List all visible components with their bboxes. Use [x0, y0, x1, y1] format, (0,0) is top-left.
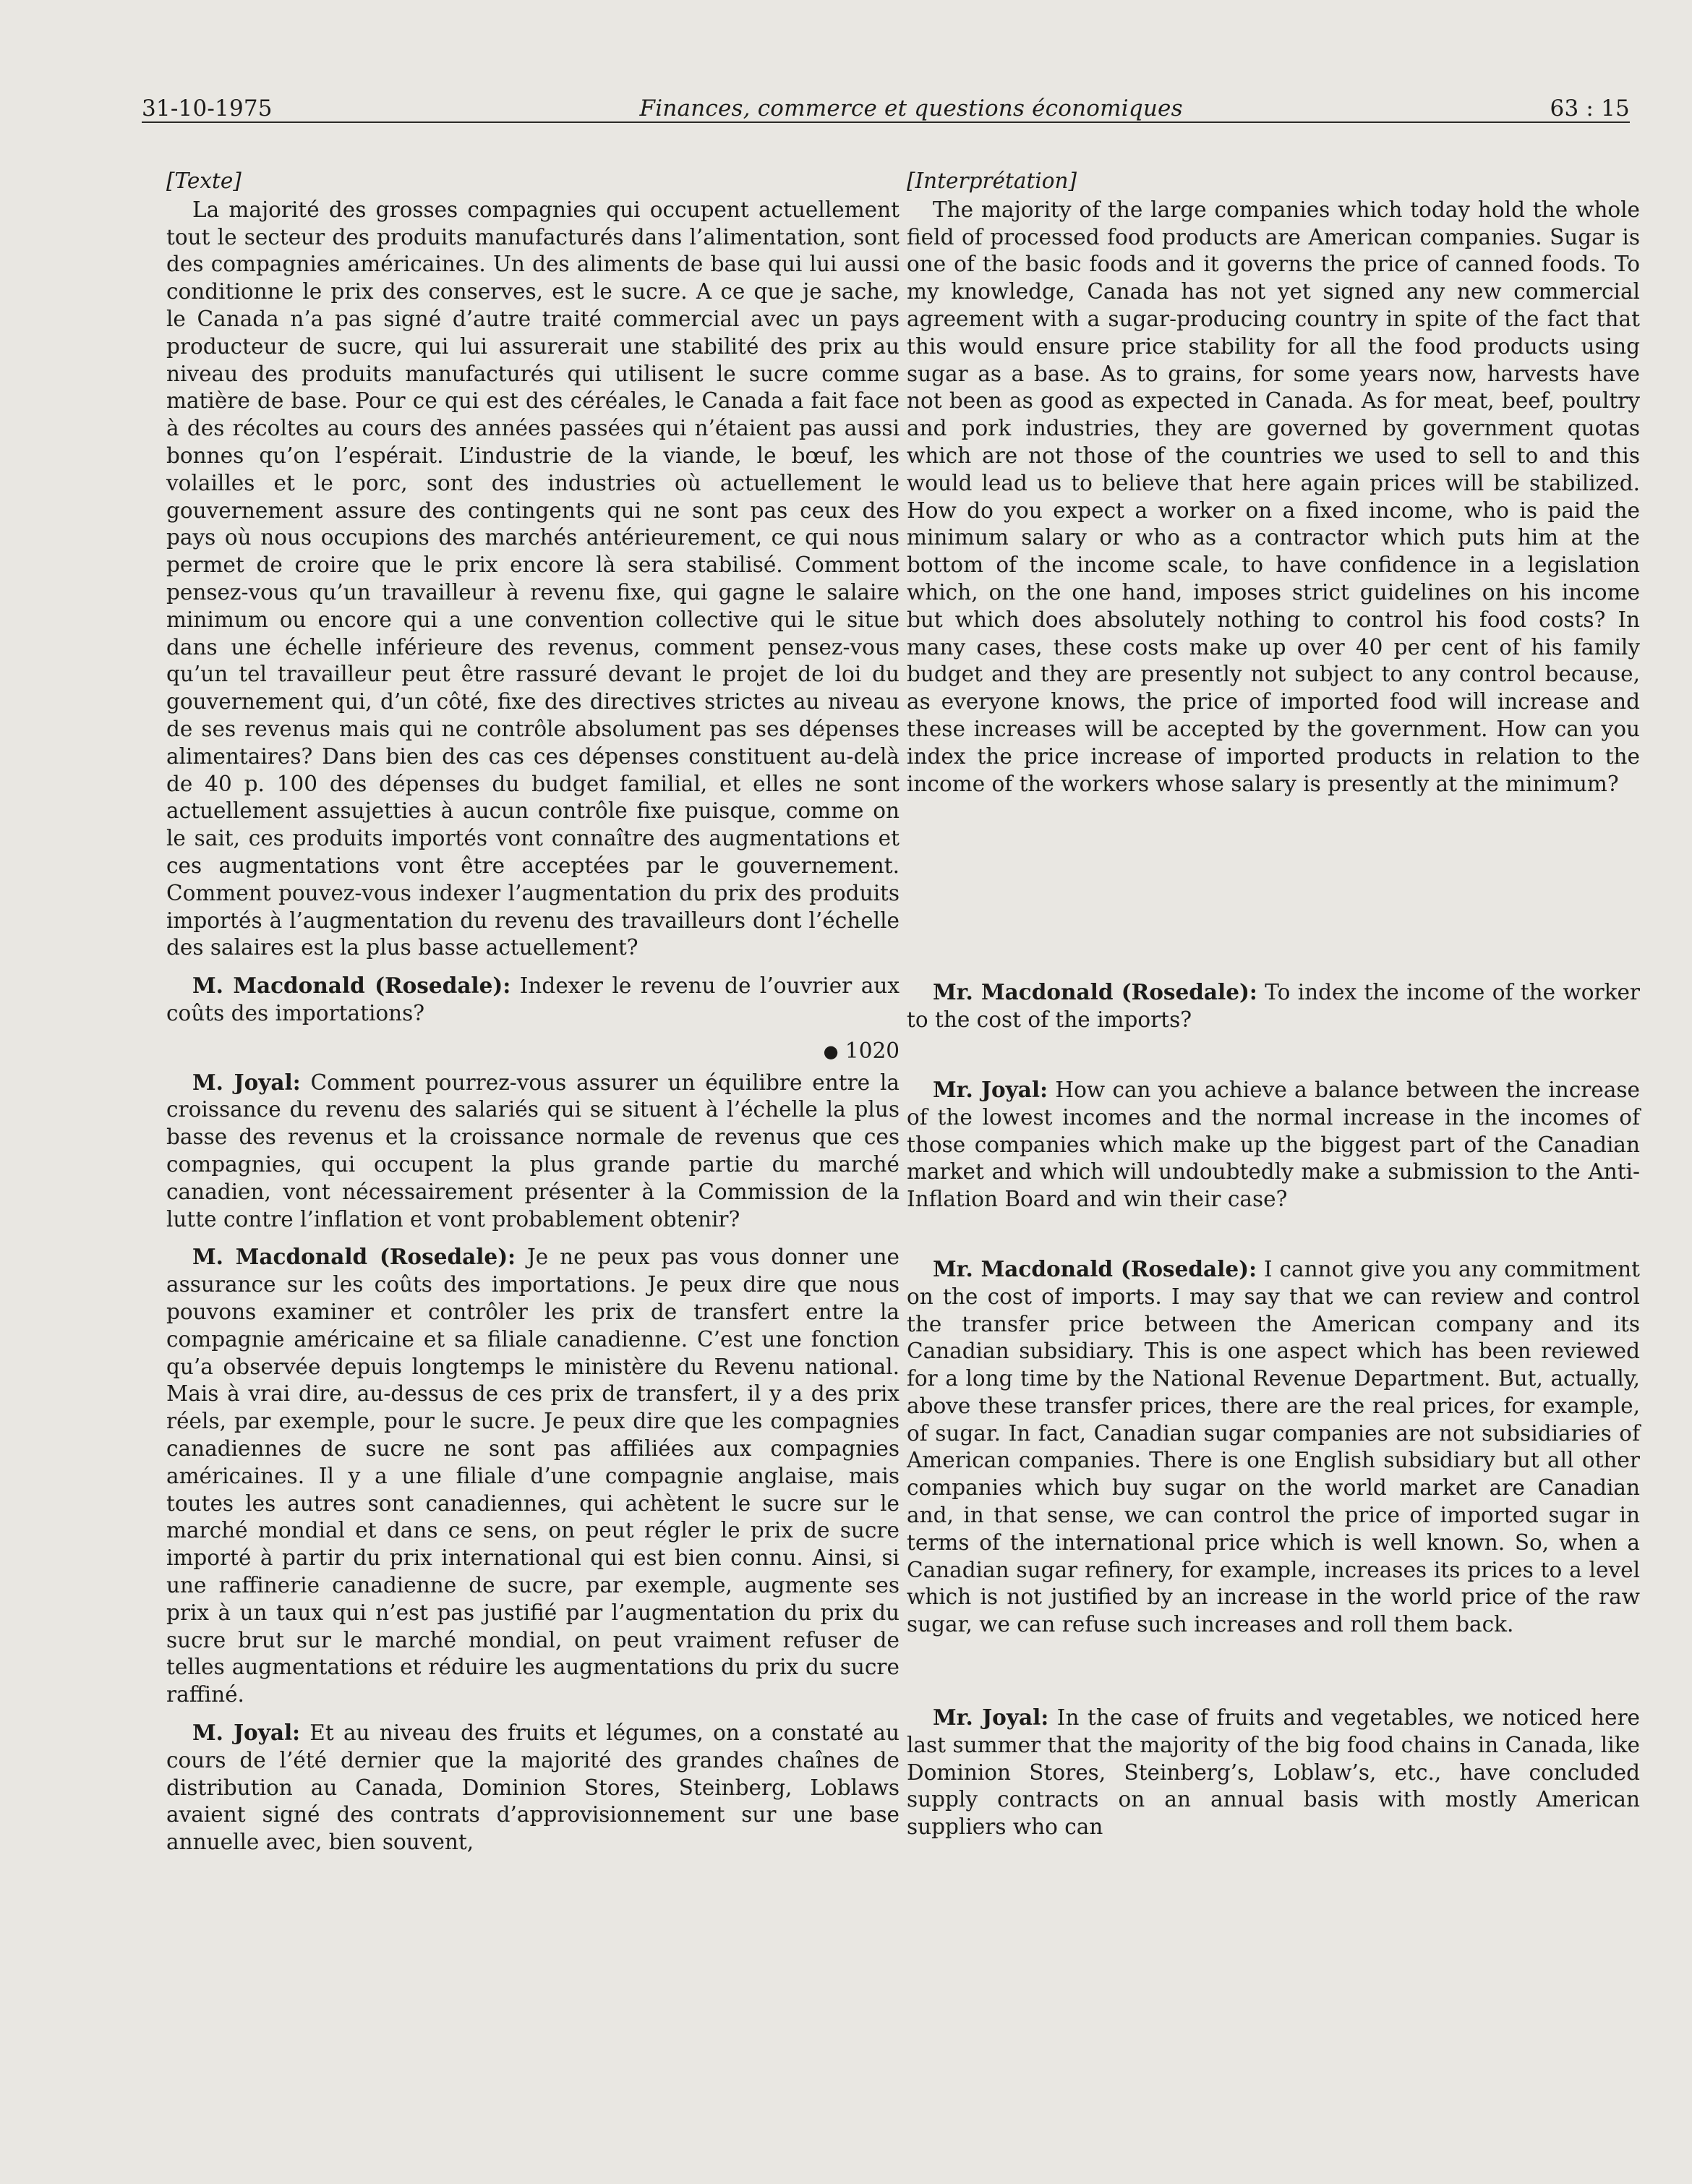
french-paragraph-5: [166, 1719, 900, 1856]
speech-text: How can you achieve a balance between the increase of the lowest incomes and the normal increase in the incomes of those companies which make up the biggest part of the Canadian market and which will undoubtedly make a submission to the Anti-Inflation Board and win their case?: [907, 1077, 1641, 1212]
speech-text: Comment pourrez-vous assurer un équilibre entre la croissance du revenu des salariés qui se situent à l’échelle la plus basse des revenus et la croissance normale de revenus que ces compagnies, qui occupent la plus grande partie du marché canadien, vont nécessairement présenter à la Commission de la lutte contre l’inflation et vont probablement obtenir?: [166, 1070, 900, 1232]
speaker-name: M. Joyal:: [192, 1719, 301, 1745]
bullet-icon: ●: [823, 1041, 839, 1062]
french-paragraph-3: [166, 1069, 900, 1234]
french-column: [166, 168, 900, 1867]
french-paragraph-4: [166, 1243, 900, 1709]
english-paragraph-3: [907, 1076, 1640, 1213]
speaker-name: Mr. Joyal:: [933, 1705, 1049, 1731]
english-paragraph-5: [907, 1704, 1640, 1841]
header-title: Finances, commerce et questions économiques: [639, 95, 1183, 121]
time-value: 1020: [845, 1038, 900, 1063]
speaker-name: Mr. Joyal:: [933, 1076, 1048, 1102]
header-rule: [142, 121, 1630, 123]
speech-text: To index the income of the worker to the cost of the imports?: [907, 980, 1641, 1033]
speaker-name: Mr. Macdonald (Rosedale):: [933, 1255, 1257, 1281]
english-paragraph-2: [907, 978, 1640, 1034]
speaker-name: Mr. Macdonald (Rosedale):: [933, 979, 1257, 1005]
english-label: [Interprétation]: [907, 169, 1077, 193]
speaker-name: M. Macdonald (Rosedale):: [192, 973, 511, 999]
speech-text: I cannot give you any commitment on the cost of imports. I may say that we can review and control the transfer price between the American company and its Canadian subsidiary. This is one aspect which has been reviewed for a long time by the National Revenue Department. But, actually, above these transfer prices, there are the real prices, for example, of sugar. In fact, Canadian sugar companies are not subsidiaries of American companies. There is one English subsidiary but all other companies which buy sugar on the world market are Canadian and, in that sense, we can control the price of imported sugar in terms of the international price which is well known. So, when a Canadian sugar refinery, for example, increases its prices to a level which is not justified by an increase in the world price of the raw sugar, we can refuse such increases and roll them back.: [907, 1256, 1640, 1637]
speaker-name: M. Macdonald (Rosedale):: [192, 1244, 516, 1270]
speech-text: Et au niveau des fruits et légumes, on a constaté au cours de l’été dernier que la majorité des grandes chaînes de distribution au Canada, Dominion Stores, Steinberg, Loblaws avaient signé des contrats d’approvisionnement sur une base annuelle avec, bien souvent,: [166, 1720, 900, 1855]
time-marker: [166, 1038, 900, 1066]
english-paragraph-4: [907, 1255, 1640, 1639]
english-paragraph-1: The majority of the large companies which today hold the whole field of processed food products are American companies. Sugar is one of the basic foods and it governs the price of canned foods. To my knowledge, Canada has not yet signed any new commercial agreement with a sugar-producing country in spite of the fact that this would ensure price stability for all the food products using sugar as a base. As to grains, for some years now, harvests have not been as good as expected in Canada. As for meat, beef, poultry and pork industries, they are governed by government quotas which are not those of the countries we used to sell to and this would lead us to believe that here again prices will be stabilized. How do you expect a worker on a fixed income, who is paid the minimum salary or who as a contractor which puts him at the bottom of the income scale, to have confidence in a legislation which, on the one hand, imposes strict guidelines on his income but which does absolutely nothing to control his food costs? In many cases, these costs make up over 40 per cent of his family budget and they are presently not subject to any control because, as everyone knows, the price of imported food will increase and these increases will be accepted by the government. How can you index the price increase of imported products in relation to the income of the workers whose salary is presently at the minimum?: [907, 197, 1640, 796]
speaker-name: M. Joyal:: [192, 1069, 301, 1095]
header-page-number: 63 : 15: [1550, 95, 1630, 121]
header-date: 31-10-1975: [142, 95, 273, 121]
french-paragraph-2: [166, 972, 900, 1028]
speech-text: Je ne peux pas vous donner une assurance sur les coûts des importations. Je peux dire que nous pouvons examiner et contrôler les prix de transfert entre la compagnie américaine et sa filiale canadienne. C’est une fonction qu’a observée depuis longtemps le ministère du Revenu national. Mais à vrai dire, au-dessus de ces prix de transfert, il y a des prix réels, par exemple, pour le sucre. Je peux dire que les compagnies canadiennes de sucre ne sont pas affiliées aux compagnies américaines. Il y a une filiale d’une compagnie anglaise, mais toutes les autres sont canadiennes, qui achètent le sucre sur le marché mondial et dans ce sens, on peut régler le prix de sucre importé à partir du prix international qui est bien connu. Ainsi, si une raffinerie canadienne de sucre, par exemple, augmente ses prix à un taux qui n’est pas justifié par l’augmentation du prix du sucre brut sur le marché mondial, on peut vraiment refuser de telles augmentations et réduire les augmentations du prix du sucre raffiné.: [166, 1245, 900, 1707]
speech-text: In the case of fruits and vegetables, we noticed here last summer that the majority of the big food chains in Canada, like Dominion Stores, Steinberg’s, Loblaw’s, etc., have concluded supply contracts on an annual basis with mostly American suppliers who can: [907, 1705, 1641, 1840]
french-label: [Texte]: [166, 169, 242, 193]
english-column: [907, 168, 1640, 1851]
page-header: [142, 78, 1630, 121]
french-paragraph-1: La majorité des grosses compagnies qui occupent actuellement tout le secteur des produits manufacturés dans l’alimentation, sont des compagnies américaines. Un des aliments de base qui lui aussi conditionne le prix des conserves, est le sucre. A ce que je sache, le Canada n’a pas signé d’autre traité commercial avec un pays producteur de sucre, qui lui assurerait une stabilité des prix au niveau des produits manufacturés qui utilisent le sucre comme matière de base. Pour ce qui est des céréales, le Canada a fait face à des récoltes au cours des années passées qui n’étaient pas aussi bonnes qu’on l’espérait. L’industrie de la viande, le bœuf, les volailles et le porc, sont des industries où actuellement le gouvernement assure des contingents qui ne sont pas ceux des pays où nous occupions des marchés antérieurement, ce qui nous permet de croire que le prix encore là sera stabilisé. Comment pensez-vous qu’un travailleur à revenu fixe, qui gagne le salaire minimum ou encore qui a une convention collective qui le situe dans une échelle inférieure des revenus, comment pensez-vous qu’un tel travailleur peut être rassuré devant le projet de loi du gouvernement qui, d’un côté, fixe des directives strictes au niveau de ses revenus mais qui ne contrôle absolument pas ses dépenses alimentaires? Dans bien des cas ces dépenses constituent au-delà de 40 p. 100 des dépenses du budget familial, et elles ne sont actuellement assujetties à aucun contrôle fixe puisque, comme on le sait, ces produits importés vont connaître des augmentations et ces augmentations vont être acceptées par le gouvernement. Comment pouvez-vous indexer l’augmentation du prix des produits importés à l’augmentation du revenu des travailleurs dont l’échelle des salaires est la plus basse actuellement?: [166, 197, 900, 960]
speech-text: Indexer le revenu de l’ouvrier aux coûts des importations?: [166, 973, 900, 1025]
